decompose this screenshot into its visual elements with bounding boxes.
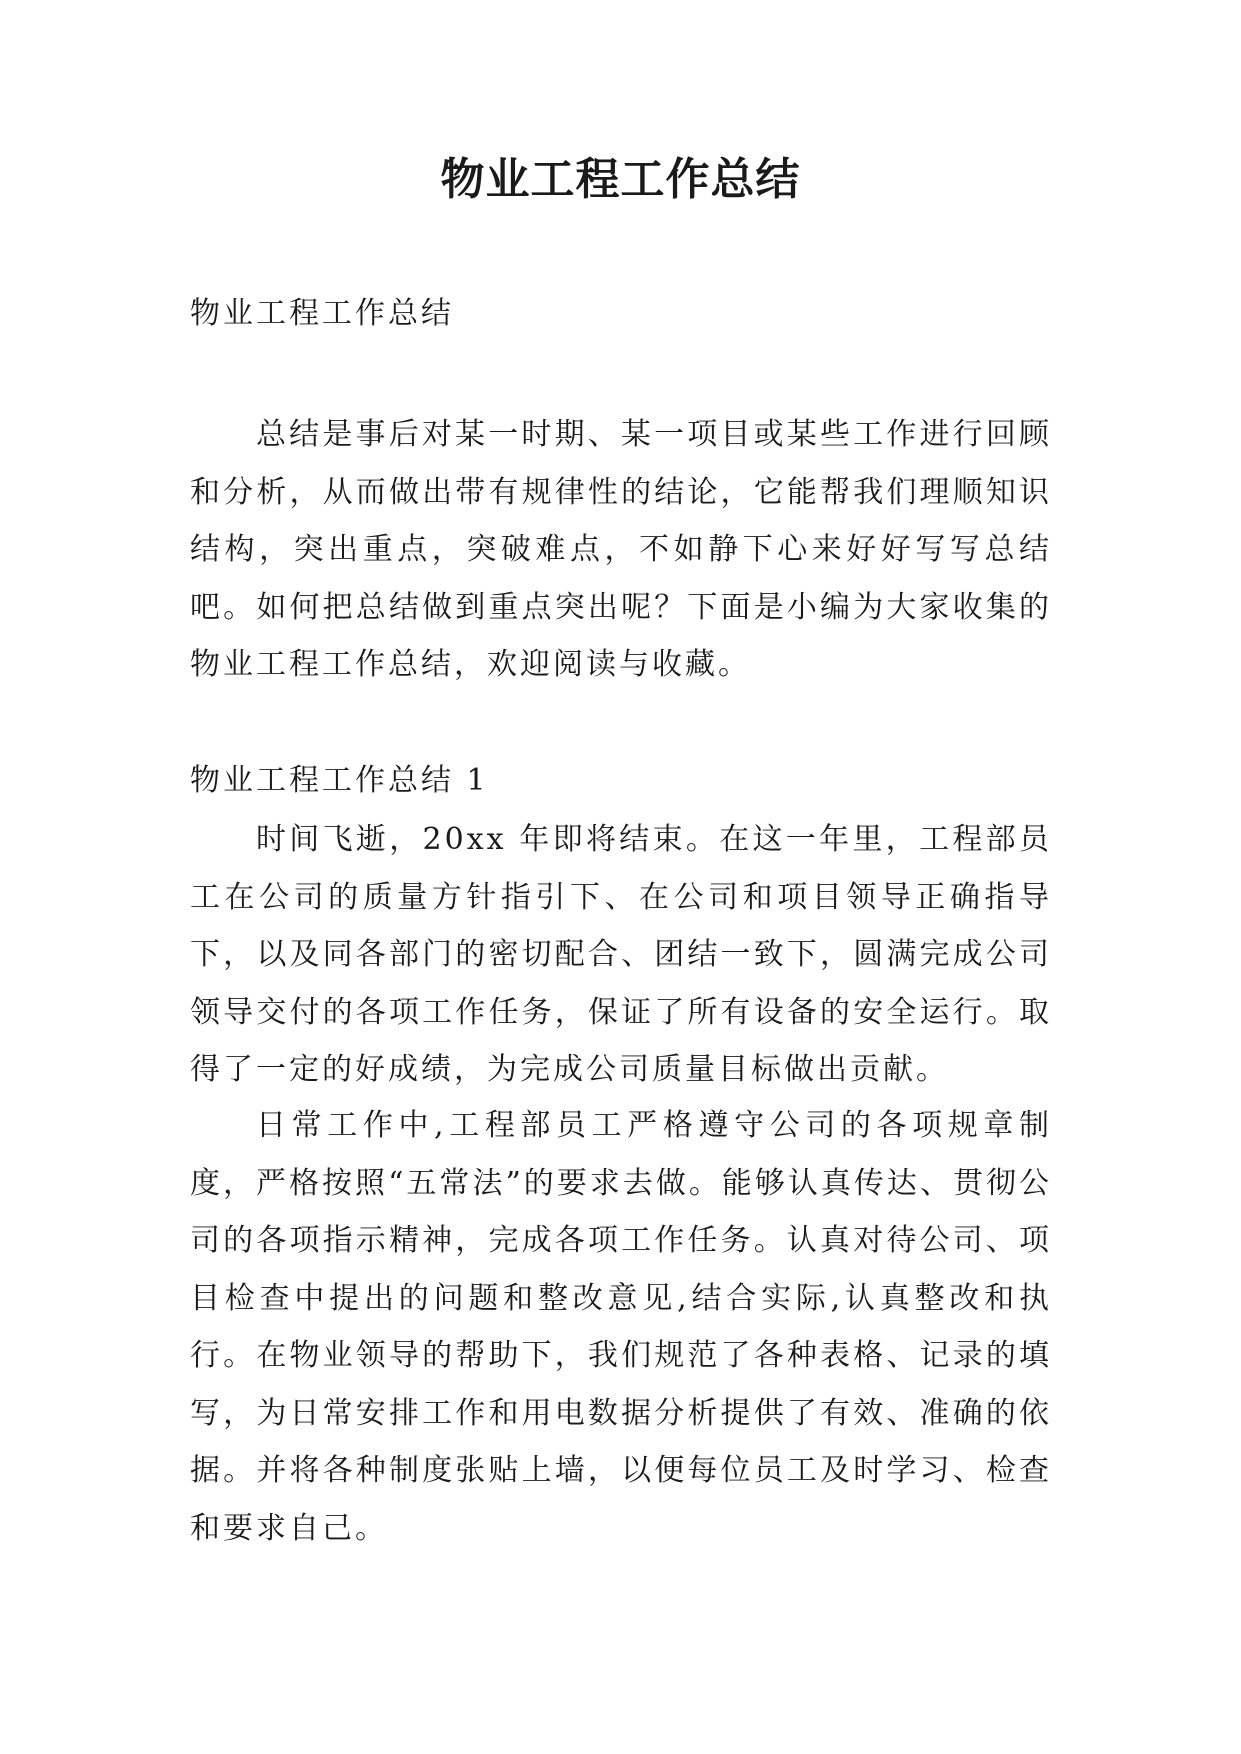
section-1-paragraph-1: 时间飞逝，20xx 年即将结束。在这一年里，工程部员工在公司的质量方针指引下、在公司和项目领导正确指导下，以及同各部门的密切配合、团结一致下，圆满完成公司领导交付的各项工作任务，保证了所有设备的安全运行。取得了一定的好成绩，为完成公司质量目标做出贡献。: [190, 822, 1052, 1087]
section-1-paragraph-2: 日常工作中,工程部员工严格遵守公司的各项规章制度，严格按照“五常法”的要求去做。能够认真传达、贯彻公司的各项指示精神，完成各项工作任务。认真对待公司、项目检查中提出的问题和整改意见,结合实际,认真整改和执行。在物业领导的帮助下，我们规范了各种表格、记录的填写，为日常安排工作和用电数据分析提供了有效、准确的依据。并将各种制度张贴上墙，以便每位员工及时学习、检查和要求自己。: [190, 1108, 1052, 1546]
section-heading-1: 物业工程工作总结 1: [190, 763, 489, 798]
document-title: 物业工程工作总结: [440, 154, 801, 205]
intro-paragraph: 总结是事后对某一时期、某一项目或某些工作进行回顾和分析，从而做出带有规律性的结论，它能帮我们理顺知识结构，突出重点，突破难点，不如静下心来好好写写总结吧。如何把总结做到重点突出呢？下面是小编为大家收集的物业工程工作总结，欢迎阅读与收藏。: [190, 417, 1052, 682]
document-subtitle: 物业工程工作总结: [190, 296, 454, 331]
